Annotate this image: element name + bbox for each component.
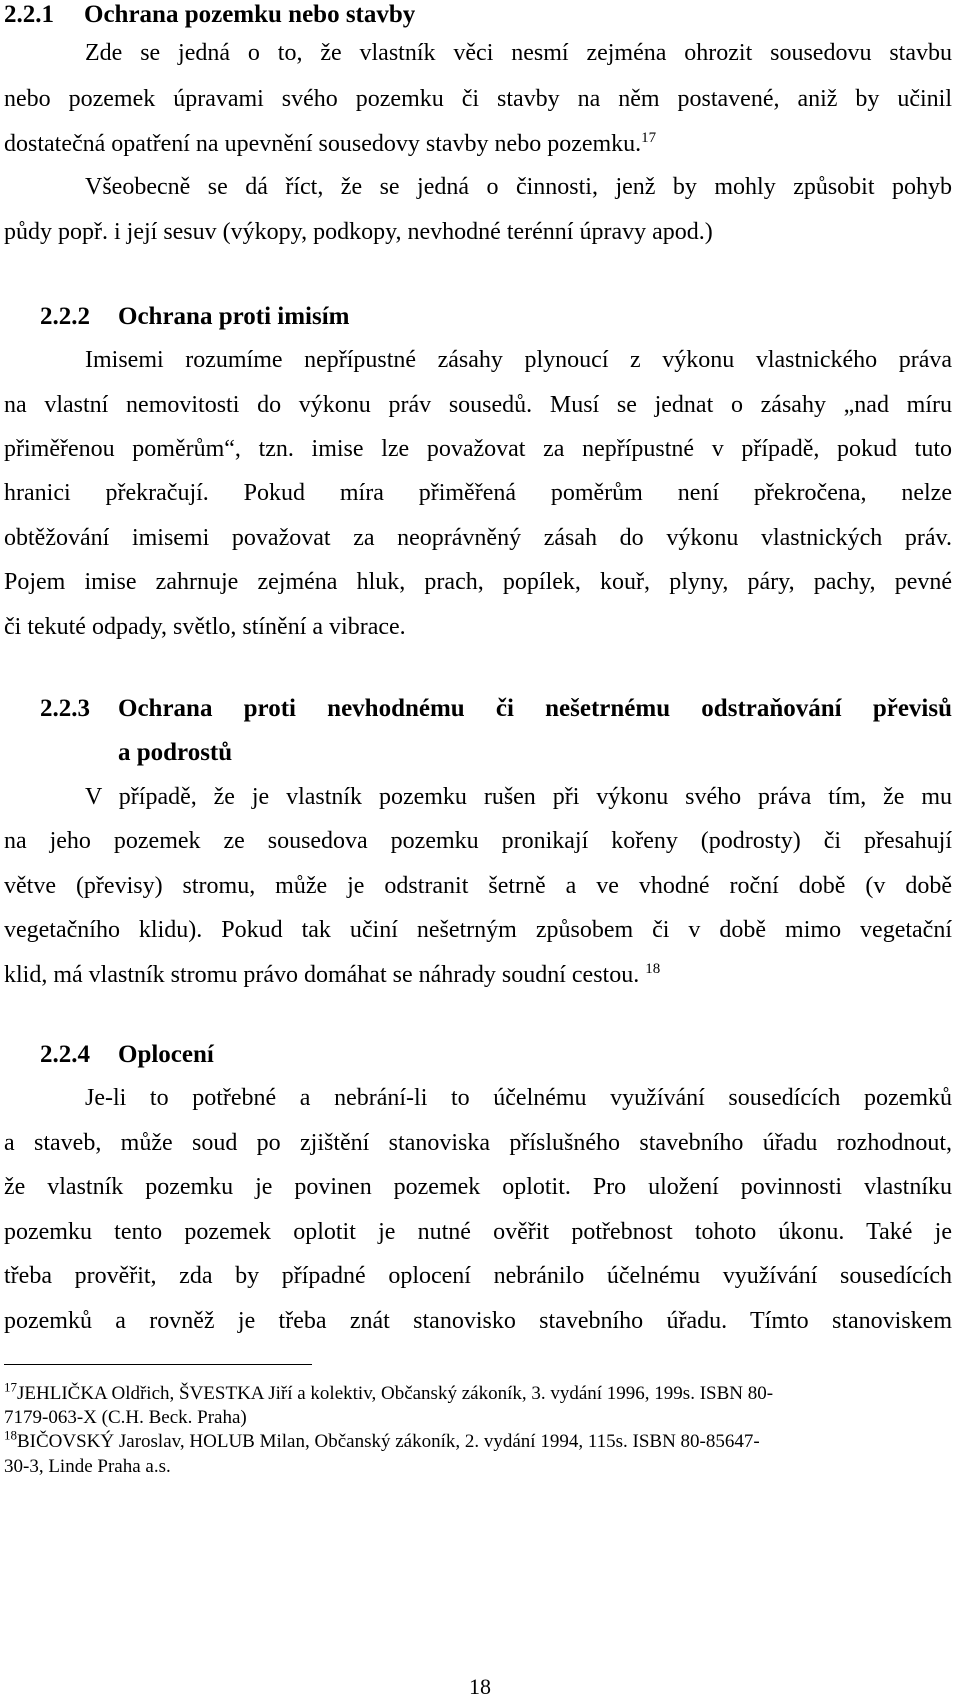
footnote-continued: 30-3, Linde Praha a.s. [4, 1456, 171, 1477]
paragraph-line: pozemků a rovněž je třeba znát stanovisko stavebního úřadu. Tímto stanoviskem [4, 1308, 952, 1334]
paragraph-line: na jeho pozemek ze sousedova pozemku pronikají kořeny (podrosty) či přesahují [4, 828, 952, 854]
paragraph-line: Je-li to potřebné a nebrání-li to účelnému využívání sousedících pozemků [85, 1085, 952, 1111]
paragraph-line: pozemku tento pozemek oplotit je nutné ověřit potřebnost tohoto úkonu. Také je [4, 1219, 952, 1245]
section-title-continued: a podrostů [118, 739, 233, 766]
page-number: 18 [469, 1674, 491, 1699]
footnote: $^{17}$JEHLIČKA Oldřich, ŠVESTKA Jiří a kolektiv, Občanský zákoník, 3. vydání 1996, 199s. ISBN 80- [4, 1379, 774, 1404]
paragraph-line: třeba prověřit, zda by případné oplocení nebránilo účelnému využívání sousedících [4, 1263, 952, 1289]
section-number: 2.2.2 [40, 303, 90, 330]
paragraph-line: Všeobecně se dá říct, že se jedná o činnosti, jenž by mohly způsobit pohyb [85, 174, 952, 200]
paragraph-line: dostatečná opatření na upevnění sousedovy stavby nebo pozemku.$^{17}$ [4, 130, 657, 157]
section-number: 2.2.1 [4, 1, 54, 28]
paragraph-line: Pojem imise zahrnuje zejména hluk, prach, popílek, kouř, plyny, páry, pachy, pevné [4, 569, 952, 595]
footnote-mark: 18 [4, 1427, 17, 1443]
paragraph-line: obtěžování imisemi považovat za neoprávněný zásah do výkonu vlastnických práv. [4, 525, 952, 551]
paragraph-line: Imisemi rozumíme nepřípustné zásahy plynoucí z výkonu vlastnického práva [85, 347, 952, 373]
paragraph-line: V případě, že je vlastník pozemku rušen při výkonu svého práva tím, že mu [85, 784, 952, 810]
footnote: $^{18}$BIČOVSKÝ Jaroslav, HOLUB Milan, Občanský zákoník, 2. vydání 1994, 115s. ISBN 80-85647- [4, 1427, 760, 1452]
paragraph-line: hranici překračují. Pokud míra přiměřená poměrům není překročena, nelze [4, 480, 952, 506]
footnote-mark: 17 [4, 1379, 17, 1395]
section-number: 2.2.4 [40, 1041, 90, 1068]
paragraph-line: že vlastník pozemku je povinen pozemek oplotit. Pro uložení povinnosti vlastníku [4, 1174, 952, 1200]
footnote-ref: 18 [645, 961, 661, 977]
section-heading [40, 1040, 214, 1070]
section-title: Ochrana pozemku nebo stavby [84, 1, 416, 28]
paragraph-line: nebo pozemek úpravami svého pozemku či stavby na něm postavené, aniž by učinil [4, 86, 952, 112]
paragraph-line: či tekuté odpady, světlo, stínění a vibrace. [4, 614, 406, 640]
section-title: Ochrana proti nevhodnému či nešetrnému odstraňování převisů [118, 695, 952, 722]
section-heading [40, 302, 349, 332]
section-heading [4, 0, 415, 30]
paragraph-line: klid, má vlastník stromu právo domáhat se náhrady soudní cestou. $^{18}$ [4, 961, 661, 988]
paragraph-line: přiměřenou poměrům“, tzn. imise lze považovat za nepřípustné v případě, pokud tuto [4, 436, 952, 462]
paragraph-line: větve (převisy) stromu, může je odstranit šetrně a ve vhodné roční době (v době [4, 873, 952, 899]
section-number: 2.2.3 [40, 695, 90, 722]
paragraph-line: půdy popř. i její sesuv (výkopy, podkopy, nevhodné terénní úpravy apod.) [4, 219, 713, 245]
paragraph-line: vegetačního klidu). Pokud tak učiní nešetrným způsobem či v době mimo vegetační [4, 917, 952, 943]
section-title: Ochrana proti imisím [118, 303, 350, 330]
footnote-continued: 7179-063-X (C.H. Beck. Praha) [4, 1407, 247, 1428]
footnote-separator [4, 1364, 312, 1365]
paragraph-line: a staveb, může soud po zjištění stanoviska příslušného stavebního úřadu rozhodnout, [4, 1130, 952, 1156]
footnote-ref: 17 [641, 130, 657, 146]
section-title: Oplocení [118, 1041, 214, 1068]
paragraph-line: Zde se jedná o to, že vlastník věci nesmí zejména ohrozit sousedovu stavbu [85, 40, 952, 66]
section-heading [40, 694, 952, 724]
paragraph-line: na vlastní nemovitosti do výkonu práv sousedů. Musí se jednat o zásahy „nad míru [4, 392, 952, 418]
